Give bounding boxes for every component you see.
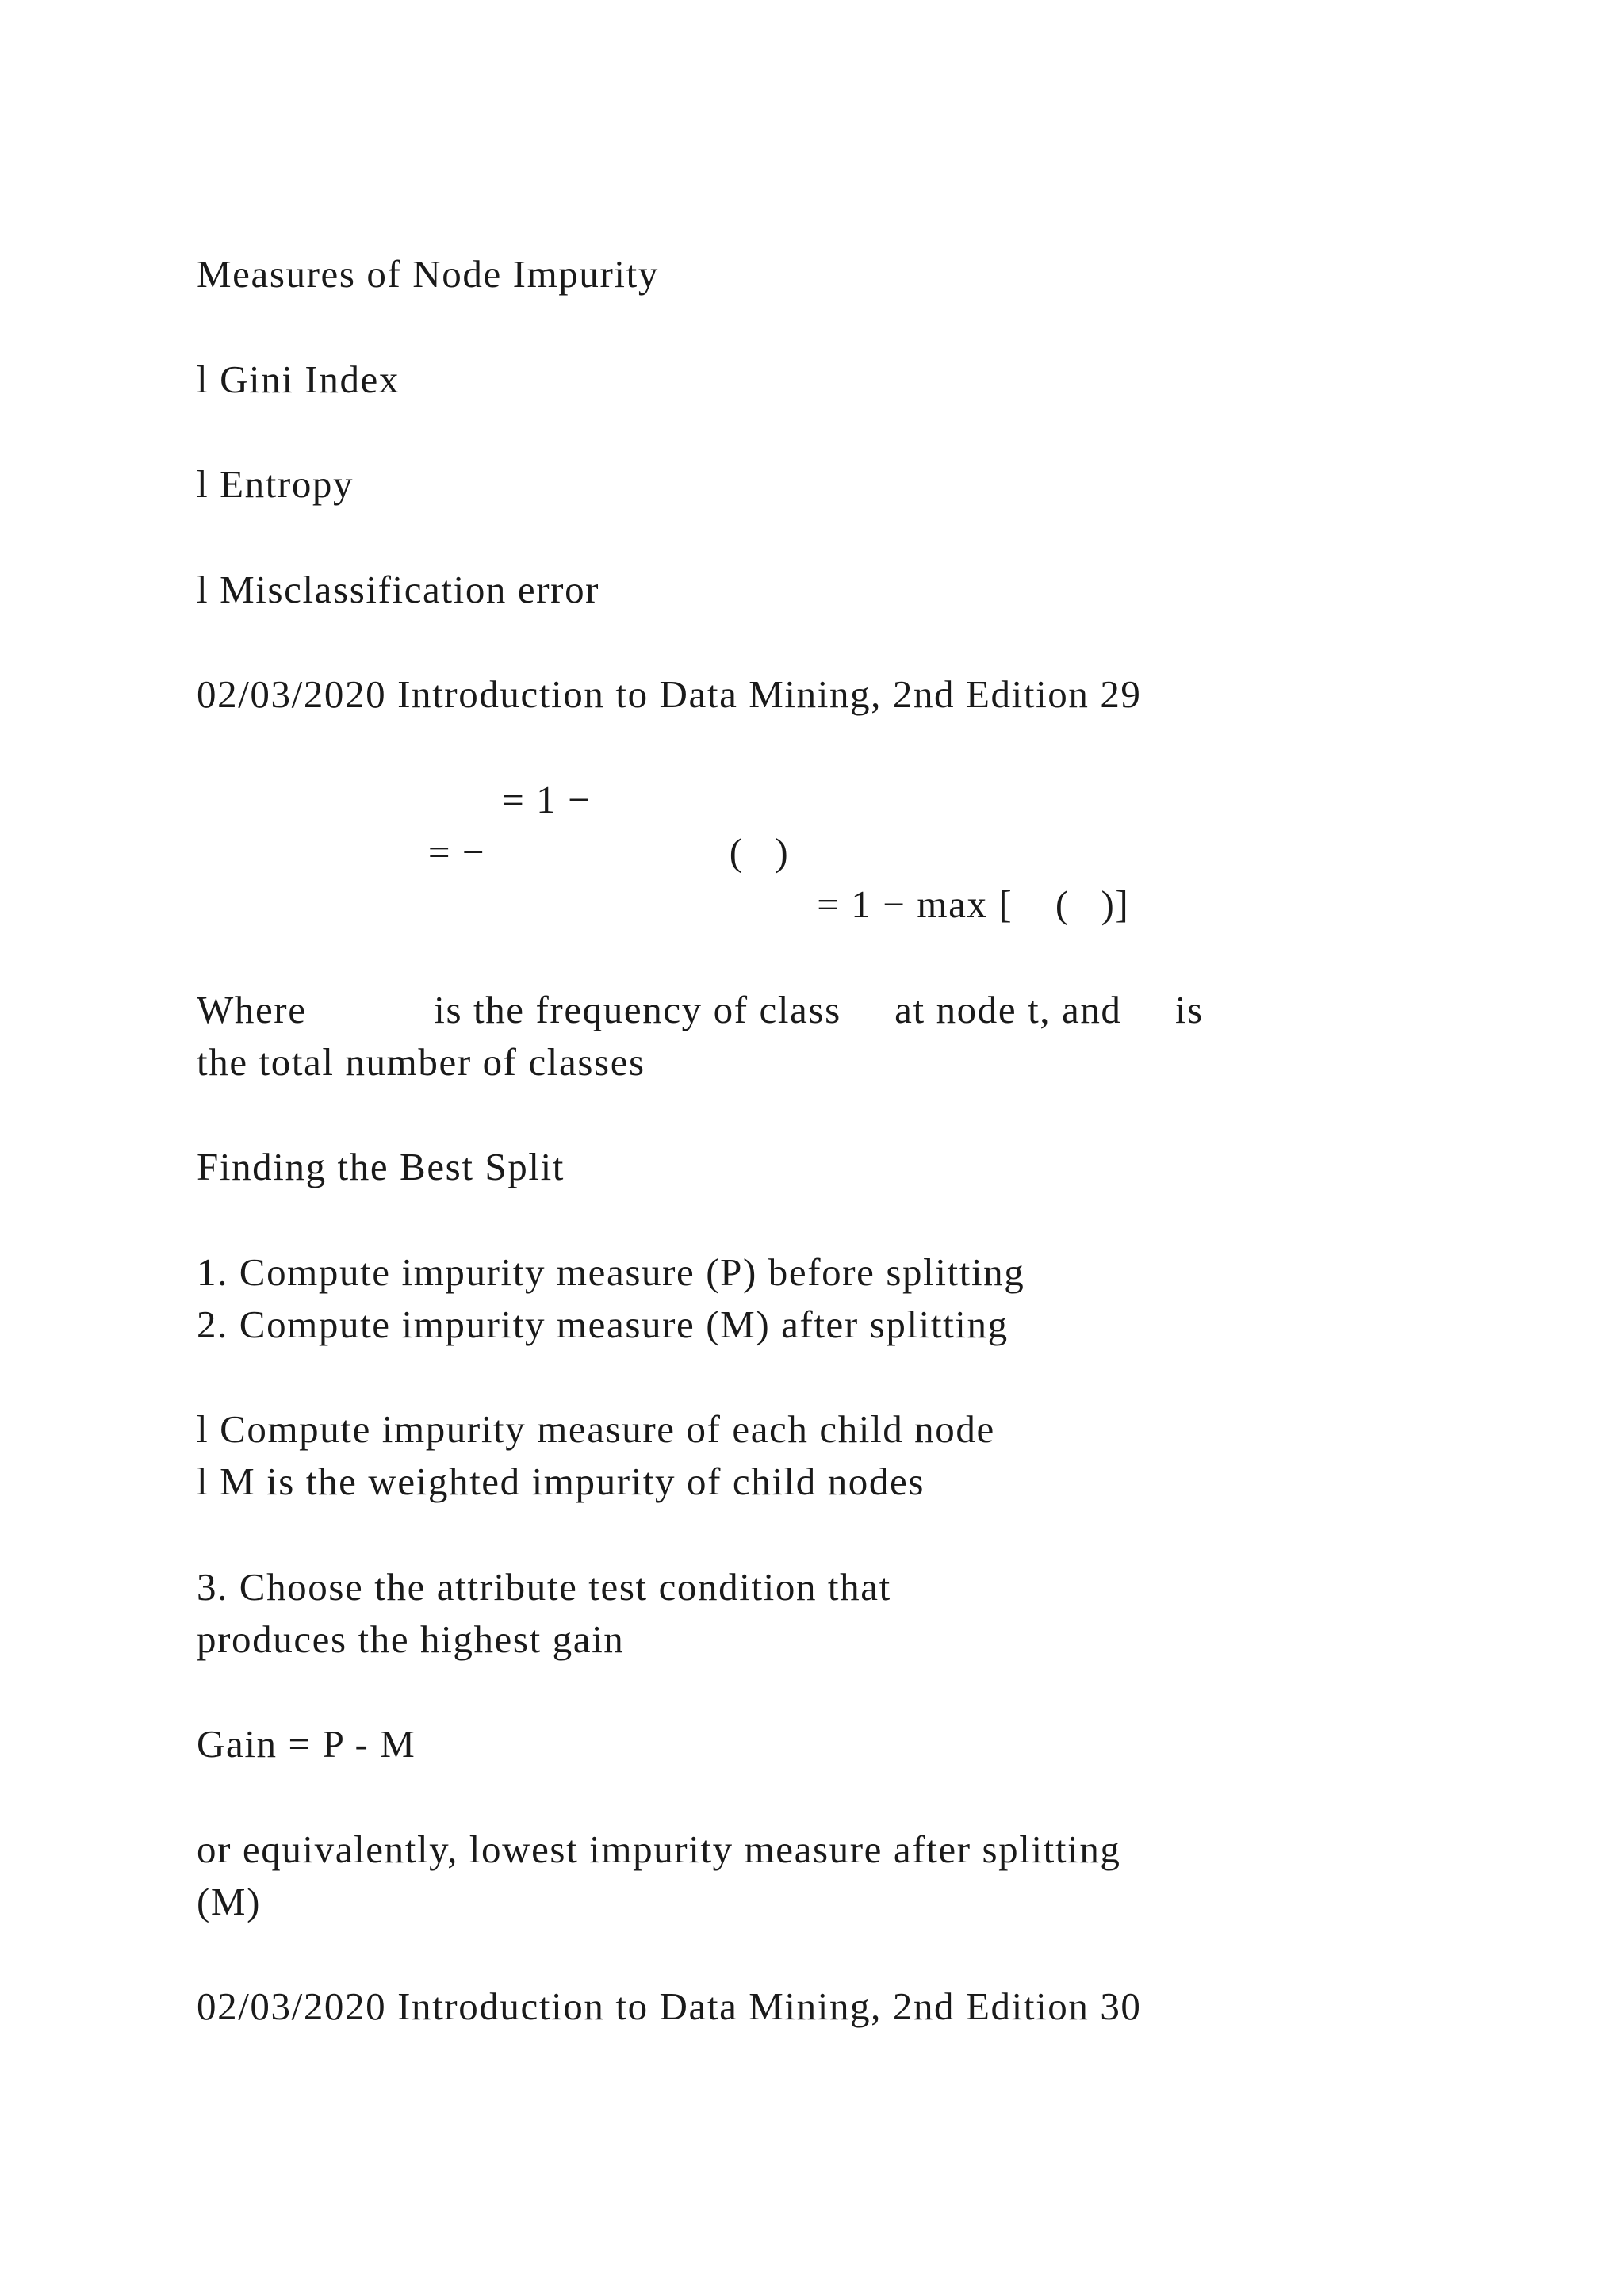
bullet-entropy: l Entropy (197, 462, 354, 506)
bullet-gini-index: l Gini Index (197, 358, 400, 401)
footer-slide-29: 02/03/2020 Introduction to Data Mining, 2nd Edition 29 (197, 672, 1142, 716)
heading-finding-best-split: Finding the Best Split (197, 1145, 565, 1188)
sub-bullet-child-node: l Compute impurity measure of each child node (197, 1407, 995, 1451)
bullet-misclassification-error: l Misclassification error (197, 568, 600, 611)
footer-slide-30: 02/03/2020 Introduction to Data Mining, 2nd Edition 30 (197, 1984, 1142, 2028)
equivalently-line-2: (M) (197, 1880, 262, 1923)
where-text-line-1: Where 􀀀􀀀 􀀀 is the frequency of class 􀀀 at node t, and 􀀀 is (197, 988, 1204, 1031)
formula-gini: 􀀀􀀀􀀀􀀀 􀀀􀀀􀀀􀀀􀀀 = 1 − 􀀀 􀀀 (197, 778, 676, 821)
step-1: 1. Compute impurity measure (P) before splitting (197, 1250, 1025, 1294)
heading-measures-of-node-impurity: Measures of Node Impurity (197, 252, 659, 296)
step-3-line-1: 3. Choose the attribute test condition that (197, 1565, 891, 1609)
sub-bullet-weighted-impurity: l M is the weighted impurity of child nodes (197, 1460, 925, 1503)
where-text-line-2: the total number of classes (197, 1040, 645, 1084)
step-3-line-2: produces the highest gain (197, 1617, 625, 1661)
gain-formula: Gain = P - M (197, 1722, 416, 1766)
formula-entropy: 􀀀􀀀􀀀􀀀􀀀􀀀􀀀 = − 􀀀 􀀀 􀀀􀀀􀀀 􀀀 (􀀀) (197, 830, 790, 874)
formula-misclassification: 􀀀􀀀􀀀􀀀􀀀􀀀􀀀􀀀􀀀􀀀􀀀􀀀􀀀􀀀 􀀀􀀀􀀀􀀀􀀀 = 1 − max [􀀀 (􀀀)] (197, 882, 1130, 926)
step-2: 2. Compute impurity measure (M) after splitting (197, 1303, 1009, 1346)
equivalently-line-1: or equivalently, lowest impurity measure after splitting (197, 1827, 1121, 1871)
